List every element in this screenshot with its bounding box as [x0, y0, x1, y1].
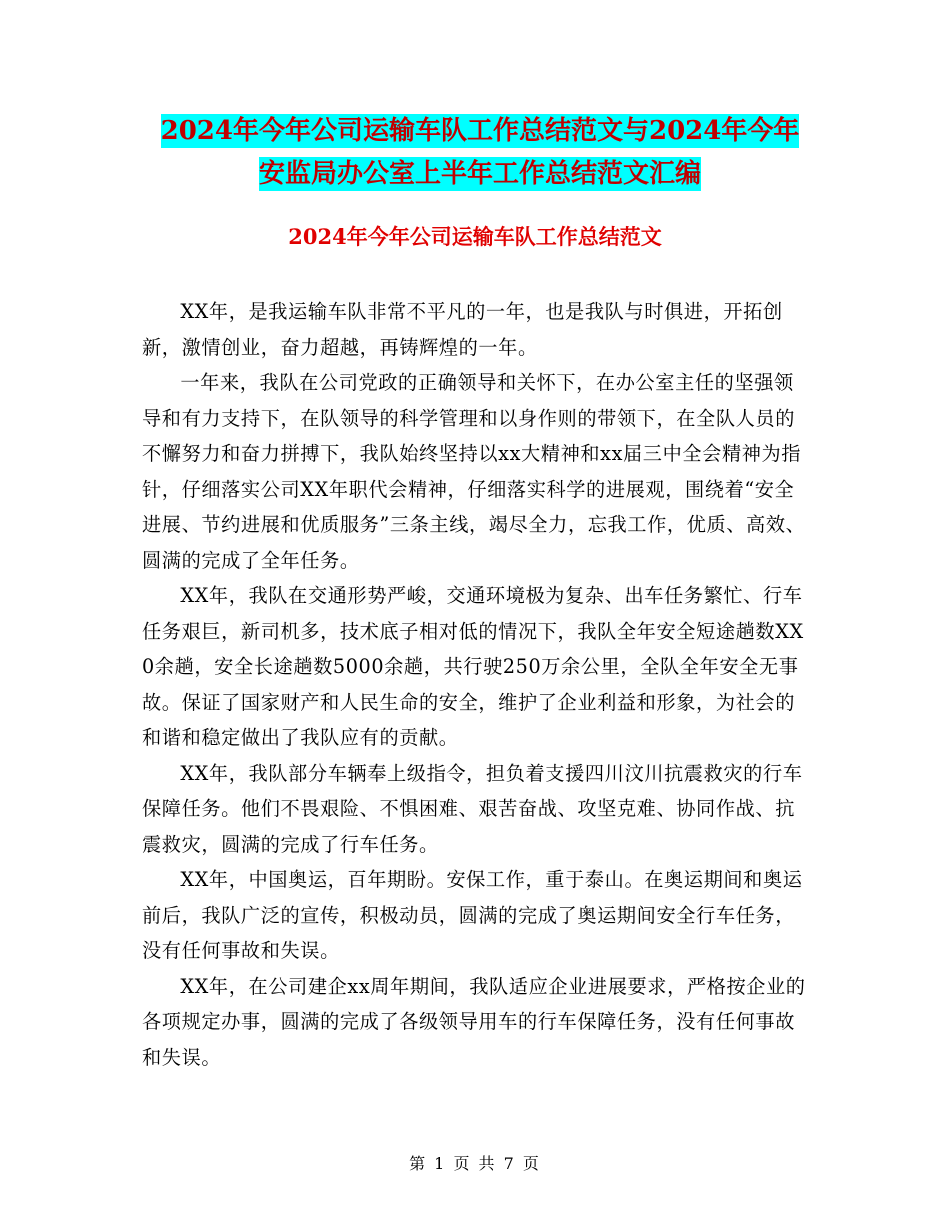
main-title-line2: 安监局办公室上半年工作总结范文汇编	[258, 159, 701, 189]
paragraph: XX年，我队在交通形势严峻，交通环境极为复杂、出车任务繁忙、行车任务艰巨，新司机多，技术底子相对低的情况下，我队全年安全短途趟数XX0余趟，安全长途趟数5000余趟，共行驶250万余公里，全队全年安全无事故。保证了国家财产和人民生命的安全，维护了企业利益和形象，为社会的和谐和稳定做出了我队应有的贡献。	[142, 584, 804, 749]
paragraph: XX年，是我运输车队非常不平凡的一年，也是我队与时俱进，开拓创新，激情创业，奋力超越，再铸辉煌的一年。	[142, 300, 783, 359]
paragraph: XX年，我队部分车辆奉上级指令，担负着支援四川汶川抗震救灾的行车保障任务。他们不畏艰险、不惧困难、艰苦奋战、攻坚克难、协同作战、抗震救灾，圆满的完成了行车任务。	[142, 761, 803, 856]
main-title-line1: 2024年今年公司运输车队工作总结范文与2024年今年	[160, 116, 800, 146]
paragraph: XX年，在公司建企xx周年期间，我队适应企业进展要求，严格按企业的各项规定办事，圆满的完成了各级领导用车的行车保障任务，没有任何事故和失误。	[142, 974, 806, 1069]
paragraph: XX年，中国奥运，百年期盼。安保工作，重于泰山。在奥运期间和奥运前后，我队广泛的宣传，积极动员，圆满的完成了奥运期间安全行车任务，没有任何事故和失误。	[142, 868, 803, 962]
body-text	[142, 294, 810, 1075]
page-number-footer: 第 1 页 共 7 页	[409, 1154, 541, 1173]
section-title: 2024年今年公司运输车队工作总结范文	[288, 224, 662, 249]
paragraph: 一年来，我队在公司党政的正确领导和关怀下，在办公室主任的坚强领导和有力支持下，在队领导的科学管理和以身作则的带领下，在全队人员的不懈努力和奋力拼搏下，我队始终坚持以xx大精神和xx届三中全会精神为指针，仔细落实公司XX年职代会精神，仔细落实科学的进展观，围绕着“安全进展、节约进展和优质服务”三条主线，竭尽全力，忘我工作，优质、高效、圆满的完成了全年任务。	[142, 371, 806, 572]
main-title	[140, 110, 820, 196]
